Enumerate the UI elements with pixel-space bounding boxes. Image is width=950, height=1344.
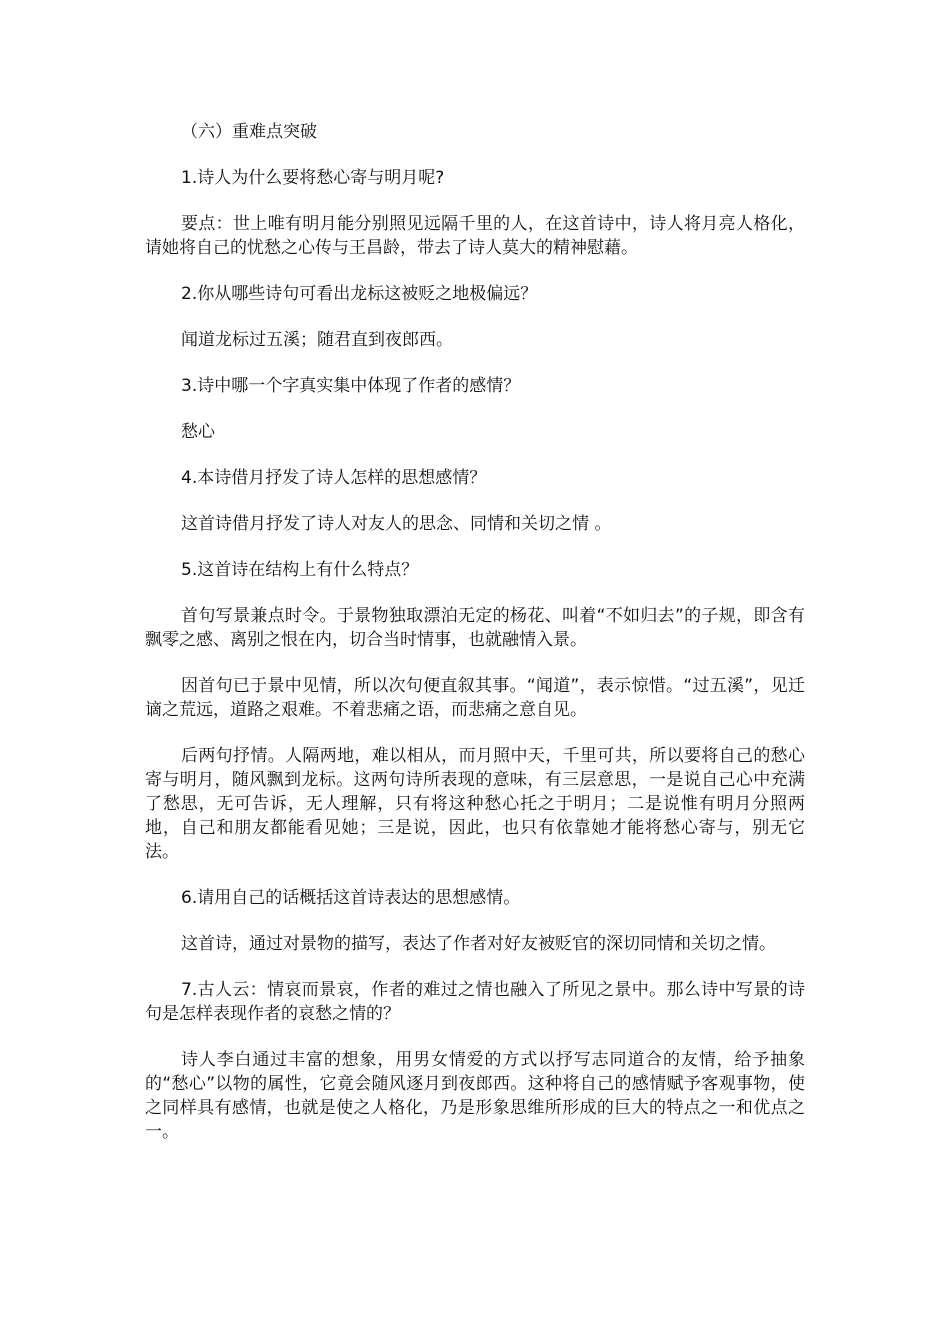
- answer-4: 这首诗借月抒发了诗人对友人的思念、同情和关切之情 。: [181, 514, 612, 534]
- answer-5-part-1: 首句写景兼点时令。于景物独取漂泊无定的杨花、叫着“不如归去”的子规，即含有飘零之感、离别之恨在内，切合当时情事，也就融情入景。: [145, 606, 805, 650]
- question-7: 7.古人云：情哀而景哀，作者的难过之情也融入了所见之景中。那么诗中写景的诗句是怎样表现作者的哀愁之情的？: [145, 980, 805, 1024]
- question-6: 6.请用自己的话概括这首诗表达的思想感情。: [181, 888, 521, 908]
- document-body: [145, 120, 805, 1166]
- answer-6: 这首诗，通过对景物的描写，表达了作者对好友被贬官的深切同情和关切之情。: [181, 934, 776, 954]
- answer-5-part-3: 后两句抒情。人隔两地，难以相从，而月照中天，千里可共，所以要将自己的愁心寄与明月，随风飘到龙标。这两句诗所表现的意味，有三层意思，一是说自己心中充满了愁思，无可告诉，无人理解，只有将这种愁心托之于明月；二是说惟有明月分照两地，自己和朋友都能看见她；三是说，因此，也只有依靠她才能将愁心寄与，别无它法。: [145, 746, 805, 862]
- question-4: 4.本诗借月抒发了诗人怎样的思想感情？: [181, 468, 487, 488]
- answer-3: 愁心: [181, 422, 215, 442]
- answer-2: 闻道龙标过五溪；随君直到夜郎西。: [181, 330, 453, 350]
- answer-1: 要点：世上唯有明月能分别照见远隔千里的人，在这首诗中，诗人将月亮人格化，请她将自己的忧愁之心传与王昌龄，带去了诗人莫大的精神慰藉。: [145, 214, 805, 258]
- question-3: 3.诗中哪一个字真实集中体现了作者的感情？: [181, 376, 521, 396]
- question-5: 5.这首诗在结构上有什么特点？: [181, 560, 419, 580]
- section-heading: （六）重难点突破: [181, 122, 317, 142]
- question-1: 1.诗人为什么要将愁心寄与明月呢?: [181, 168, 445, 188]
- answer-7: 诗人李白通过丰富的想象，用男女情爱的方式以抒写志同道合的友情，给予抽象的“愁心”以物的属性，它竟会随风逐月到夜郎西。这种将自己的感情赋予客观事物，使之同样具有感情，也就是使之人格化，乃是形象思维所形成的巨大的特点之一和优点之一。: [145, 1050, 805, 1142]
- answer-5-part-2: 因首句已于景中见情，所以次句便直叙其事。“闻道”，表示惊惜。“过五溪”，见迁谪之荒远，道路之艰难。不着悲痛之语，而悲痛之意自见。: [145, 676, 805, 720]
- question-2: 2.你从哪些诗句可看出龙标这被贬之地极偏远？: [181, 284, 538, 304]
